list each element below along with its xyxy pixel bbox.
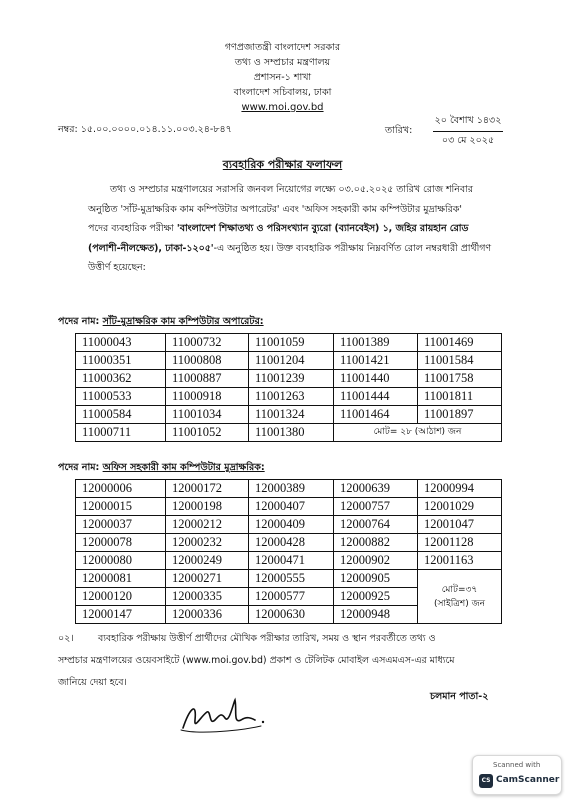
roll-number: 12000555	[249, 570, 334, 588]
roll-number: 12000271	[166, 570, 249, 588]
scanner-caption: Scanned with	[493, 761, 541, 769]
roll-number: 12000757	[334, 498, 418, 516]
roll-number: 12000212	[166, 516, 249, 534]
post-2-label: পদের নাম:	[58, 462, 100, 473]
post-2-results-table	[75, 479, 502, 624]
notice-line-2: সম্প্রচার মন্ত্রণালয়ের ওয়েবসাইটে (www.moi.gov.bd) প্রকাশ ও টেলিটক মোবাইল এসএমএস-এর মাধ্যমে	[58, 655, 455, 666]
roll-number: 11000711	[76, 424, 166, 442]
table-row	[76, 334, 502, 352]
date-bangla: ২০ বৈশাখ ১৪৩২	[433, 114, 503, 132]
post-2-total-count: মোট=৩৭	[441, 584, 478, 595]
scanner-brand: CamScanner	[496, 775, 560, 785]
roll-number: 12000037	[76, 516, 166, 534]
scanner-watermark	[472, 755, 562, 795]
roll-number: 11001469	[418, 334, 502, 352]
post-1-name: সাঁট-মুদ্রাক্ষরিক কাম কম্পিউটার অপারেটর:	[102, 316, 264, 327]
table-row	[76, 370, 502, 388]
roll-number: 12000948	[334, 606, 418, 624]
notice-line-1: ব্যবহারিক পরীক্ষায় উত্তীর্ণ প্রার্থীদের মৌখিক পরীক্ষার তারিখ, সময় ও স্থান পরবর্তীতে তথ্য ও	[98, 633, 436, 644]
ministry-name: তথ্য ও সম্প্রচার মন্ত্রণালয়	[234, 57, 331, 68]
roll-number: 11001052	[166, 424, 249, 442]
roll-number: 11000918	[166, 388, 249, 406]
post-2-heading	[58, 461, 265, 476]
roll-number: 12000120	[76, 588, 166, 606]
roll-number: 12000639	[334, 480, 418, 498]
roll-number: 12000080	[76, 552, 166, 570]
exam-venue-cont: (পলাশী-নীলক্ষেত), ঢাকা-১২০৫'	[88, 242, 214, 254]
roll-number: 11000808	[166, 352, 249, 370]
roll-number: 11000351	[76, 352, 166, 370]
notice-line-3: জানিয়ে দেয়া হবে।	[58, 677, 127, 688]
roll-number: 11001897	[418, 406, 502, 424]
ministry-website-link[interactable]: www.moi.gov.bd	[241, 102, 324, 113]
continued-page-note: চলমান পাতা-২	[430, 691, 489, 702]
camscanner-logo-icon: CS	[479, 774, 493, 788]
roll-number: 11001584	[418, 352, 502, 370]
government-name: গণপ্রজাতন্ত্রী বাংলাদেশ সরকার	[224, 42, 341, 53]
roll-number: 11001204	[249, 352, 334, 370]
roll-number: 12000428	[249, 534, 334, 552]
roll-number: 12000336	[166, 606, 249, 624]
post-2-total	[418, 570, 502, 624]
post-2-name: অফিস সহকারী কাম কম্পিউটার মুদ্রাক্ষরিক:	[102, 462, 265, 473]
table-row	[76, 424, 502, 442]
roll-number: 12000006	[76, 480, 166, 498]
roll-number: 11001263	[249, 388, 334, 406]
intro-line-1: তথ্য ও সম্প্রচার মন্ত্রণালয়ের সরাসরি জনবল নিয়োগের লক্ষ্যে ০৩.০৫.২০২৫ তারিখ রোজ শনিবার	[110, 184, 473, 195]
table-row	[76, 570, 502, 588]
roll-number: 12001047	[418, 516, 502, 534]
roll-number: 11001421	[334, 352, 418, 370]
roll-number: 12001128	[418, 534, 502, 552]
table-row	[76, 480, 502, 498]
roll-number: 12000198	[166, 498, 249, 516]
post-2-total-words: (সাইত্রিশ) জন	[433, 598, 486, 609]
roll-number: 12000147	[76, 606, 166, 624]
roll-number: 11001239	[249, 370, 334, 388]
roll-number: 12000471	[249, 552, 334, 570]
paragraph-number: ০২।	[58, 633, 74, 644]
roll-number: 11000043	[76, 334, 166, 352]
letterhead	[0, 40, 565, 115]
signature-image	[175, 690, 285, 744]
memo-number: নম্বর: ১৫.০০.০০০০.০১৪.১১.০০৩.২৪-৮৪৭	[58, 124, 232, 135]
table-row	[76, 516, 502, 534]
post-1-label: পদের নাম:	[58, 316, 100, 327]
roll-number: 11001758	[418, 370, 502, 388]
roll-number: 11000533	[76, 388, 166, 406]
post-1-total: মোট= ২৮ (আঠাশ) জন	[334, 424, 502, 442]
roll-number: 12000078	[76, 534, 166, 552]
document-title	[0, 153, 565, 175]
table-row	[76, 352, 502, 370]
roll-number: 11001389	[334, 334, 418, 352]
date-label: তারিখ:	[385, 125, 413, 136]
roll-number: 12000764	[334, 516, 418, 534]
exam-venue: 'বাংলাদেশ শিক্ষাতথ্য ও পরিসংখ্যান ব্যুরো (ব্যানবেইস) ১, জহির রায়হান রোড	[176, 223, 469, 234]
intro-line-2: অনুষ্ঠিত 'সাঁট-মুদ্রাক্ষরিক কাম কম্পিউটার অপারেটর' এবং 'অফিস সহকারী কাম কম্পিউটার মুদ্রাক্ষরিক'	[88, 203, 462, 215]
roll-number: 12000994	[418, 480, 502, 498]
intro-line-3a: পদের ব্যবহারিক পরীক্ষা	[88, 223, 177, 234]
notice-paragraph	[58, 628, 508, 694]
roll-number: 11000362	[76, 370, 166, 388]
roll-number: 12000249	[166, 552, 249, 570]
roll-number: 12000882	[334, 534, 418, 552]
roll-number: 11001464	[334, 406, 418, 424]
roll-number: 11000584	[76, 406, 166, 424]
roll-number: 12000172	[166, 480, 249, 498]
roll-number: 12000630	[249, 606, 334, 624]
roll-number: 12000407	[249, 498, 334, 516]
document-title-text: ব্যবহারিক পরীক্ষার ফলাফল	[222, 158, 343, 171]
roll-number: 11001440	[334, 370, 418, 388]
roll-number: 12000902	[334, 552, 418, 570]
roll-number: 12000081	[76, 570, 166, 588]
roll-number: 12000335	[166, 588, 249, 606]
roll-number: 11001380	[249, 424, 334, 442]
roll-number: 12001163	[418, 552, 502, 570]
table-row	[76, 388, 502, 406]
post-1-results-table	[75, 333, 502, 442]
roll-number: 12000389	[249, 480, 334, 498]
post-1-heading	[58, 315, 264, 330]
roll-number: 12000925	[334, 588, 418, 606]
roll-number: 11000732	[166, 334, 249, 352]
roll-number: 11001811	[418, 388, 502, 406]
roll-number: 11001034	[166, 406, 249, 424]
table-row	[76, 406, 502, 424]
office-address: বাংলাদেশ সচিবালয়, ঢাকা	[233, 87, 332, 98]
date-english: ০৩ মে ২০২৫	[441, 135, 495, 146]
roll-number: 12000232	[166, 534, 249, 552]
roll-number: 11000887	[166, 370, 249, 388]
branch-name: প্রশাসন-১ শাখা	[253, 72, 312, 83]
roll-number: 11001444	[334, 388, 418, 406]
intro-line-4b: -এ অনুষ্ঠিত হয়। উক্ত ব্যবহারিক পরীক্ষায় নিম্নবর্ণিত রোল নম্বরধারী প্রার্থীগণ	[213, 242, 492, 254]
roll-number: 12000905	[334, 570, 418, 588]
roll-number: 12000577	[249, 588, 334, 606]
roll-number: 11001059	[249, 334, 334, 352]
roll-number: 11001324	[249, 406, 334, 424]
table-row	[76, 552, 502, 570]
intro-paragraph	[88, 180, 498, 278]
intro-line-5: উত্তীর্ণ হয়েছেন:	[88, 262, 146, 273]
table-row	[76, 534, 502, 552]
roll-number: 12000015	[76, 498, 166, 516]
roll-number: 12000409	[249, 516, 334, 534]
roll-number: 12001029	[418, 498, 502, 516]
table-row	[76, 498, 502, 516]
